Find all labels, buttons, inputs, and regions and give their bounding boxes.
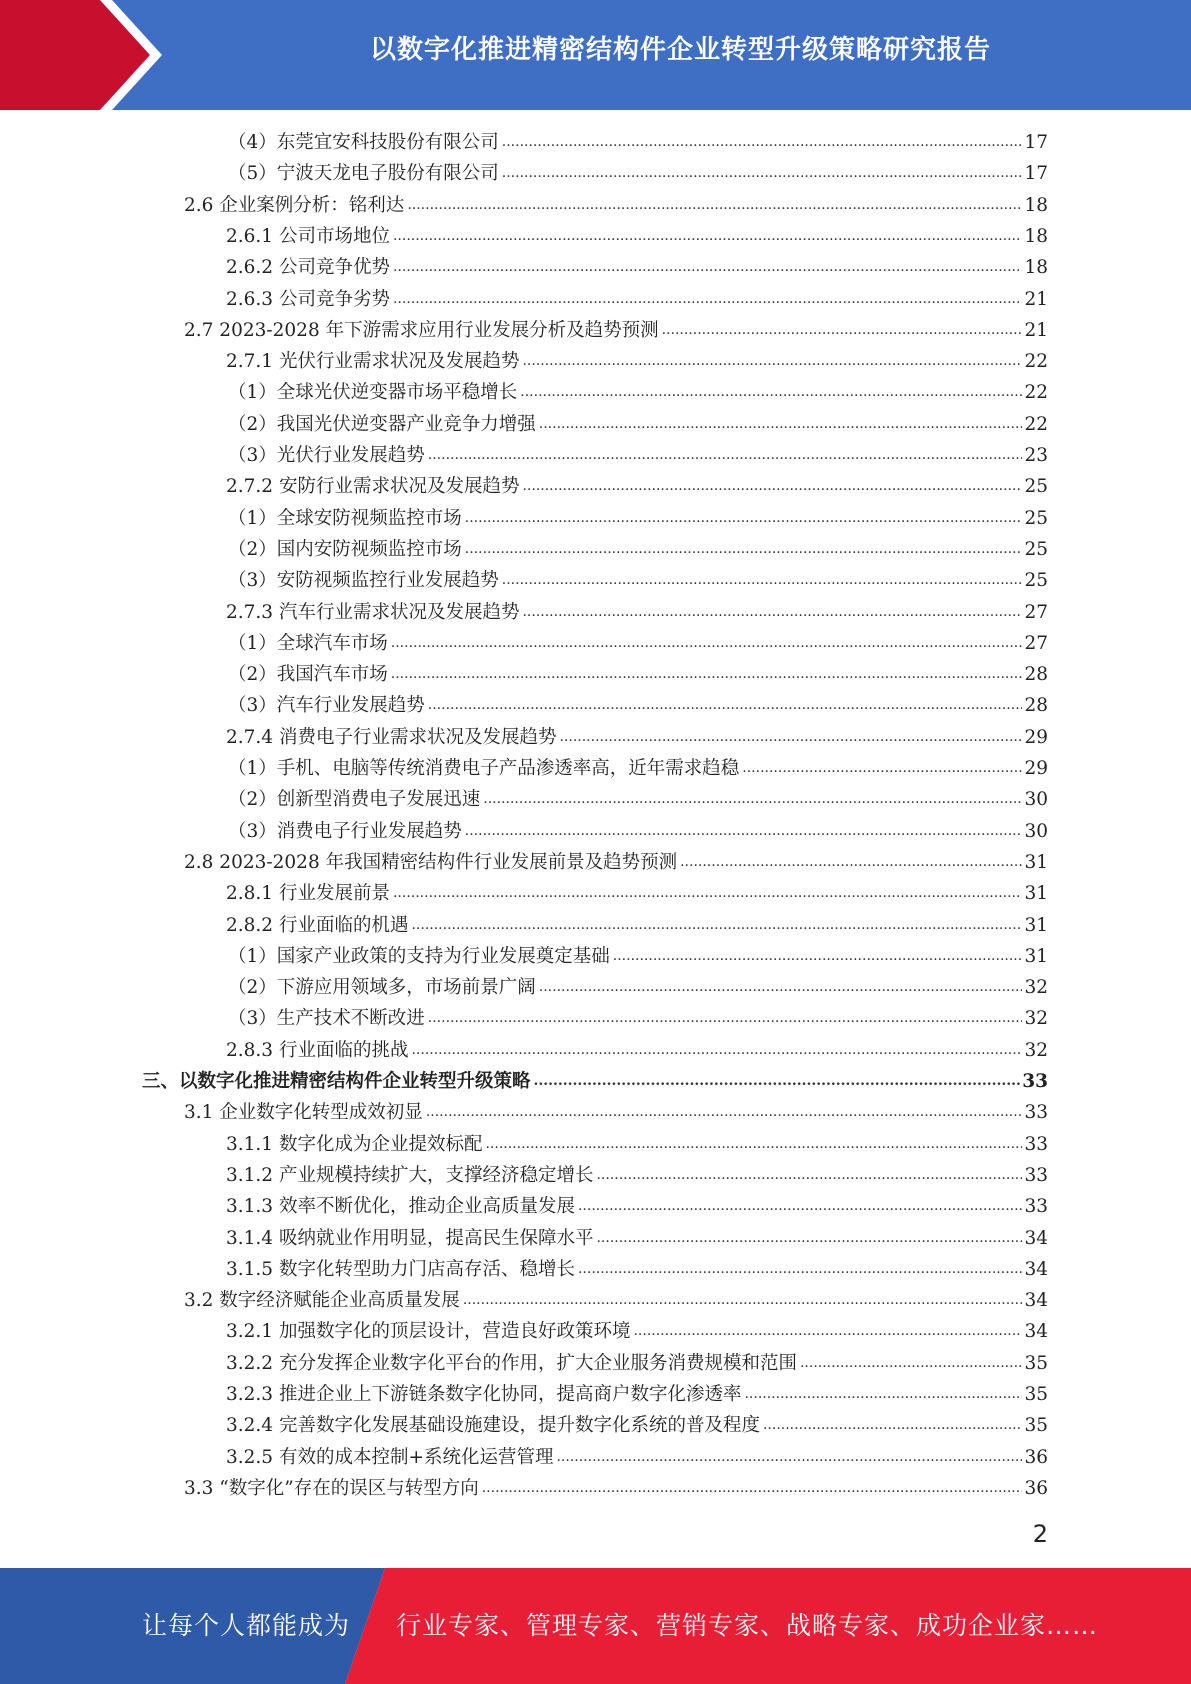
toc-entry-label: （2）我国光伏逆变器产业竞争力增强 xyxy=(228,413,536,435)
toc-leader-dots xyxy=(483,784,1022,815)
toc-entry-label: 2.7.2 安防行业需求状况及发展趋势 xyxy=(226,476,520,498)
toc-leader-dots xyxy=(578,1254,1022,1285)
toc-entry[interactable] xyxy=(226,252,1048,283)
toc-entry[interactable] xyxy=(226,221,1048,252)
toc-entry-page: 34 xyxy=(1024,1321,1048,1343)
toc-entry-page: 18 xyxy=(1024,257,1048,279)
toc-entry[interactable] xyxy=(228,628,1048,659)
toc-entry-label: 3.1.4 吸纳就业作用明显，提高民生保障水平 xyxy=(226,1227,594,1249)
toc-leader-dots xyxy=(428,440,1023,471)
toc-entry[interactable] xyxy=(228,972,1048,1003)
toc-entry-label: （5）宁波天龙电子股份有限公司 xyxy=(228,163,499,185)
report-title: 以数字化推进精密结构件企业转型升级策略研究报告 xyxy=(369,35,991,65)
toc-entry-page: 30 xyxy=(1024,789,1048,811)
footer-slogan-right: 行业专家、管理专家、营销专家、战略专家、成功企业家…… xyxy=(396,1611,1099,1640)
toc-leader-dots xyxy=(407,190,1022,221)
toc-entry[interactable] xyxy=(228,690,1048,721)
toc-entry-label: （1）国家产业政策的支持为行业发展奠定基础 xyxy=(228,945,610,967)
toc-entry-label: （3）汽车行业发展趋势 xyxy=(228,695,425,717)
toc-entry-page: 33 xyxy=(1024,1133,1048,1155)
toc-entry-page: 28 xyxy=(1024,664,1048,686)
toc-entry-label: 2.8 2023-2028 年我国精密结构件行业发展前景及趋势预测 xyxy=(184,851,678,873)
toc-entry-page: 31 xyxy=(1024,945,1048,967)
toc-entry[interactable] xyxy=(228,409,1048,440)
page-number: 2 xyxy=(1032,1520,1048,1548)
toc-entry-page: 33 xyxy=(1024,1164,1048,1186)
toc-leader-dots xyxy=(744,1379,1022,1410)
toc-entry-label: 2.8.2 行业面临的机遇 xyxy=(226,914,409,936)
toc-entry-page: 33 xyxy=(1024,1102,1048,1124)
toc-entry[interactable] xyxy=(226,1348,1048,1379)
toc-entry[interactable] xyxy=(226,1442,1048,1473)
toc-entry[interactable] xyxy=(226,1379,1048,1410)
toc-entry-page: 31 xyxy=(1024,851,1048,873)
toc-entry[interactable] xyxy=(228,784,1048,815)
page-header xyxy=(0,0,1191,110)
toc-entry-label: （2）下游应用领域多，市场前景广阔 xyxy=(228,977,536,999)
toc-entry[interactable] xyxy=(226,1191,1048,1222)
toc-leader-dots xyxy=(393,252,1022,283)
toc-entry-page: 25 xyxy=(1024,570,1048,592)
toc-entry-page: 18 xyxy=(1024,194,1048,216)
toc-entry-page: 22 xyxy=(1024,382,1048,404)
toc-leader-dots xyxy=(596,1160,1022,1191)
toc-entry-label: 3.1 企业数字化转型成效初显 xyxy=(184,1102,423,1124)
toc-entry-page: 32 xyxy=(1024,1039,1048,1061)
toc-entry-page: 33 xyxy=(1022,1071,1048,1092)
toc-leader-dots xyxy=(578,1191,1022,1222)
toc-entry-page: 30 xyxy=(1024,820,1048,842)
toc-leader-dots xyxy=(520,377,1022,408)
toc-entry-page: 22 xyxy=(1024,351,1048,373)
toc-leader-dots xyxy=(502,127,1023,158)
toc-entry[interactable] xyxy=(226,722,1048,753)
toc-entry-label: 3.2.1 加强数字化的顶层设计，营造良好政策环境 xyxy=(226,1321,631,1343)
toc-entry[interactable] xyxy=(228,158,1048,189)
toc-entry[interactable] xyxy=(226,1254,1048,1285)
toc-entry-label: （2）国内安防视频监控市场 xyxy=(228,538,462,560)
toc-leader-dots xyxy=(502,565,1023,596)
toc-entry[interactable] xyxy=(226,346,1048,377)
toc-leader-dots xyxy=(411,910,1022,941)
toc-entry[interactable] xyxy=(228,503,1048,534)
toc-leader-dots xyxy=(426,1097,1023,1128)
toc-entry-label: 2.7.1 光伏行业需求状况及发展趋势 xyxy=(226,351,520,373)
toc-entry-page: 32 xyxy=(1024,977,1048,999)
toc-leader-dots xyxy=(428,690,1023,721)
toc-entry-page: 27 xyxy=(1024,632,1048,654)
toc-entry-page: 32 xyxy=(1024,1008,1048,1030)
toc-leader-dots xyxy=(465,503,1023,534)
toc-entry-label: 2.6.3 公司竞争劣势 xyxy=(226,288,390,310)
toc-entry[interactable] xyxy=(226,910,1048,941)
toc-leader-dots xyxy=(428,1003,1023,1034)
toc-entry[interactable] xyxy=(228,941,1048,972)
toc-entry-label: 3.1.1 数字化成为企业提效标配 xyxy=(226,1133,483,1155)
toc-entry-label: （3）消费电子行业发展趋势 xyxy=(228,820,462,842)
toc-entry-label: 2.7.3 汽车行业需求状况及发展趋势 xyxy=(226,601,520,623)
toc-entry-page: 34 xyxy=(1024,1290,1048,1312)
toc-entry-page: 34 xyxy=(1024,1227,1048,1249)
toc-entry-label: （1）全球光伏逆变器市场平稳增长 xyxy=(228,382,518,404)
toc-entry-label: 3.2.4 完善数字化发展基础设施建设，提升数字化系统的普及程度 xyxy=(226,1415,760,1437)
toc-entry[interactable] xyxy=(226,1410,1048,1441)
toc-entry-page: 31 xyxy=(1024,883,1048,905)
toc-leader-dots xyxy=(613,941,1023,972)
toc-entry[interactable] xyxy=(228,816,1048,847)
toc-entry-label: （2）我国汽车市场 xyxy=(228,664,388,686)
toc-entry-page: 18 xyxy=(1024,225,1048,247)
toc-entry-page: 21 xyxy=(1024,319,1048,341)
toc-entry-label: 3.2.2 充分发挥企业数字化平台的作用，扩大企业服务消费规模和范围 xyxy=(226,1352,797,1374)
toc-leader-dots xyxy=(596,1223,1022,1254)
toc-entry-label: 3.2 数字经济赋能企业高质量发展 xyxy=(184,1290,460,1312)
toc-entry[interactable] xyxy=(226,1316,1048,1347)
toc-leader-dots xyxy=(465,534,1023,565)
toc-leader-dots xyxy=(522,346,1022,377)
toc-entry[interactable] xyxy=(228,659,1048,690)
toc-entry-label: （3）生产技术不断改进 xyxy=(228,1008,425,1030)
toc-entry-page: 31 xyxy=(1024,914,1048,936)
toc-leader-dots xyxy=(393,284,1022,315)
toc-entry-label: 3.3 “数字化”存在的误区与转型方向 xyxy=(184,1477,479,1499)
toc-leader-dots xyxy=(662,315,1023,346)
toc-entry-label: 2.8.3 行业面临的挑战 xyxy=(226,1039,409,1061)
toc-entry-page: 17 xyxy=(1024,132,1048,153)
toc-entry[interactable] xyxy=(184,315,1048,346)
toc-leader-dots xyxy=(411,1035,1022,1066)
toc-leader-dots xyxy=(465,816,1023,847)
toc-leader-dots xyxy=(763,1410,1022,1441)
toc-entry[interactable] xyxy=(184,1097,1048,1128)
toc-entry-page: 23 xyxy=(1024,445,1048,466)
toc-leader-dots xyxy=(391,628,1023,659)
toc-leader-dots xyxy=(502,158,1023,189)
toc-leader-dots xyxy=(680,847,1022,878)
toc-entry[interactable] xyxy=(228,440,1048,471)
toc-leader-dots xyxy=(556,1442,1022,1473)
toc-entry-label: 3.1.2 产业规模持续扩大，支撑经济稳定增长 xyxy=(226,1164,594,1186)
toc-entry-page: 29 xyxy=(1024,726,1048,748)
toc-entry-label: 2.6 企业案例分析：铭利达 xyxy=(184,194,405,216)
toc-entry-label: 三、以数字化推进精密结构件企业转型升级策略 xyxy=(142,1071,531,1092)
toc-entry-page: 17 xyxy=(1024,163,1048,185)
toc-entry[interactable] xyxy=(226,1223,1048,1254)
toc-entry[interactable] xyxy=(226,1160,1048,1191)
toc-entry[interactable] xyxy=(184,847,1048,878)
toc-entry-label: 3.2.3 推进企业上下游链条数字化协同，提高商户数字化渗透率 xyxy=(226,1384,742,1405)
toc-entry-label: （3）安防视频监控行业发展趋势 xyxy=(228,570,499,592)
toc-entry-label: 2.7.4 消费电子行业需求状况及发展趋势 xyxy=(226,726,557,748)
toc-leader-dots xyxy=(391,659,1023,690)
toc-entry-page: 25 xyxy=(1024,476,1048,498)
toc-entry-page: 25 xyxy=(1024,507,1048,529)
toc-entry-label: 2.6.2 公司竞争优势 xyxy=(226,257,390,279)
toc-entry-label: 2.6.1 公司市场地位 xyxy=(226,225,390,247)
header-red-chevron xyxy=(0,0,170,110)
toc-leader-dots xyxy=(463,1285,1023,1316)
footer-slogan-left: 让每个人都能成为 xyxy=(142,1611,351,1640)
toc-entry-label: 2.7 2023-2028 年下游需求应用行业发展分析及趋势预测 xyxy=(184,319,659,341)
toc-entry-label: （1）全球安防视频监控市场 xyxy=(228,507,462,529)
toc-leader-dots xyxy=(522,597,1022,628)
toc-leader-dots xyxy=(534,1066,1021,1097)
toc-entry-label: （1）全球汽车市场 xyxy=(228,632,388,654)
toc-entry[interactable] xyxy=(228,753,1048,784)
toc-entry-page: 21 xyxy=(1024,288,1048,310)
toc-entry-page: 25 xyxy=(1024,538,1048,560)
toc-leader-dots xyxy=(539,409,1023,440)
toc-leader-dots xyxy=(393,221,1022,252)
toc-leader-dots xyxy=(742,753,1022,784)
toc-entry[interactable] xyxy=(142,1066,1048,1097)
toc-entry-page: 27 xyxy=(1024,601,1048,623)
toc-entry[interactable] xyxy=(228,534,1048,565)
toc-entry[interactable] xyxy=(226,1035,1048,1066)
toc-entry[interactable] xyxy=(226,878,1048,909)
toc-entry-label: （3）光伏行业发展趋势 xyxy=(228,445,425,466)
toc-entry[interactable] xyxy=(228,1003,1048,1034)
toc-entry[interactable] xyxy=(228,127,1048,158)
toc-leader-dots xyxy=(633,1316,1022,1347)
toc-leader-dots xyxy=(485,1129,1022,1160)
toc-leader-dots xyxy=(522,471,1022,502)
toc-entry-label: （1）手机、电脑等传统消费电子产品渗透率高，近年需求趋稳 xyxy=(228,758,740,779)
page-footer xyxy=(0,1568,1191,1684)
toc-entry-label: 2.8.1 行业发展前景 xyxy=(226,883,390,905)
toc-entry[interactable] xyxy=(184,1473,1048,1504)
toc-entry[interactable] xyxy=(228,377,1048,408)
toc-entry-page: 35 xyxy=(1024,1352,1048,1374)
toc-entry[interactable] xyxy=(226,1129,1048,1160)
toc-entry[interactable] xyxy=(184,190,1048,221)
toc-entry-page: 29 xyxy=(1024,758,1048,779)
toc-entry-page: 35 xyxy=(1024,1415,1048,1437)
toc-entry-label: （4）东莞宜安科技股份有限公司 xyxy=(228,132,499,153)
toc-entry[interactable] xyxy=(226,284,1048,315)
toc-entry-page: 36 xyxy=(1024,1446,1048,1468)
toc-entry-label: 3.1.5 数字化转型助力门店高存活、稳增长 xyxy=(226,1258,575,1280)
toc-entry[interactable] xyxy=(184,1285,1048,1316)
toc-leader-dots xyxy=(393,878,1022,909)
toc-entry[interactable] xyxy=(226,471,1048,502)
toc-entry-page: 35 xyxy=(1024,1384,1048,1405)
toc-leader-dots xyxy=(539,972,1023,1003)
toc-entry-label: 3.1.3 效率不断优化，推动企业高质量发展 xyxy=(226,1196,575,1218)
toc-entry[interactable] xyxy=(226,597,1048,628)
toc-entry-label: （2）创新型消费电子发展迅速 xyxy=(228,789,481,811)
toc-entry-page: 36 xyxy=(1024,1477,1048,1499)
toc-entry-page: 34 xyxy=(1024,1258,1048,1280)
toc-entry-page: 28 xyxy=(1024,695,1048,717)
toc-entry[interactable] xyxy=(228,565,1048,596)
toc-leader-dots xyxy=(800,1348,1022,1379)
toc-entry-page: 33 xyxy=(1024,1196,1048,1218)
toc-leader-dots xyxy=(559,722,1022,753)
toc-entry-page: 22 xyxy=(1024,413,1048,435)
toc-entry-label: 3.2.5 有效的成本控制+系统化运营管理 xyxy=(226,1446,554,1468)
toc-leader-dots xyxy=(482,1473,1023,1504)
